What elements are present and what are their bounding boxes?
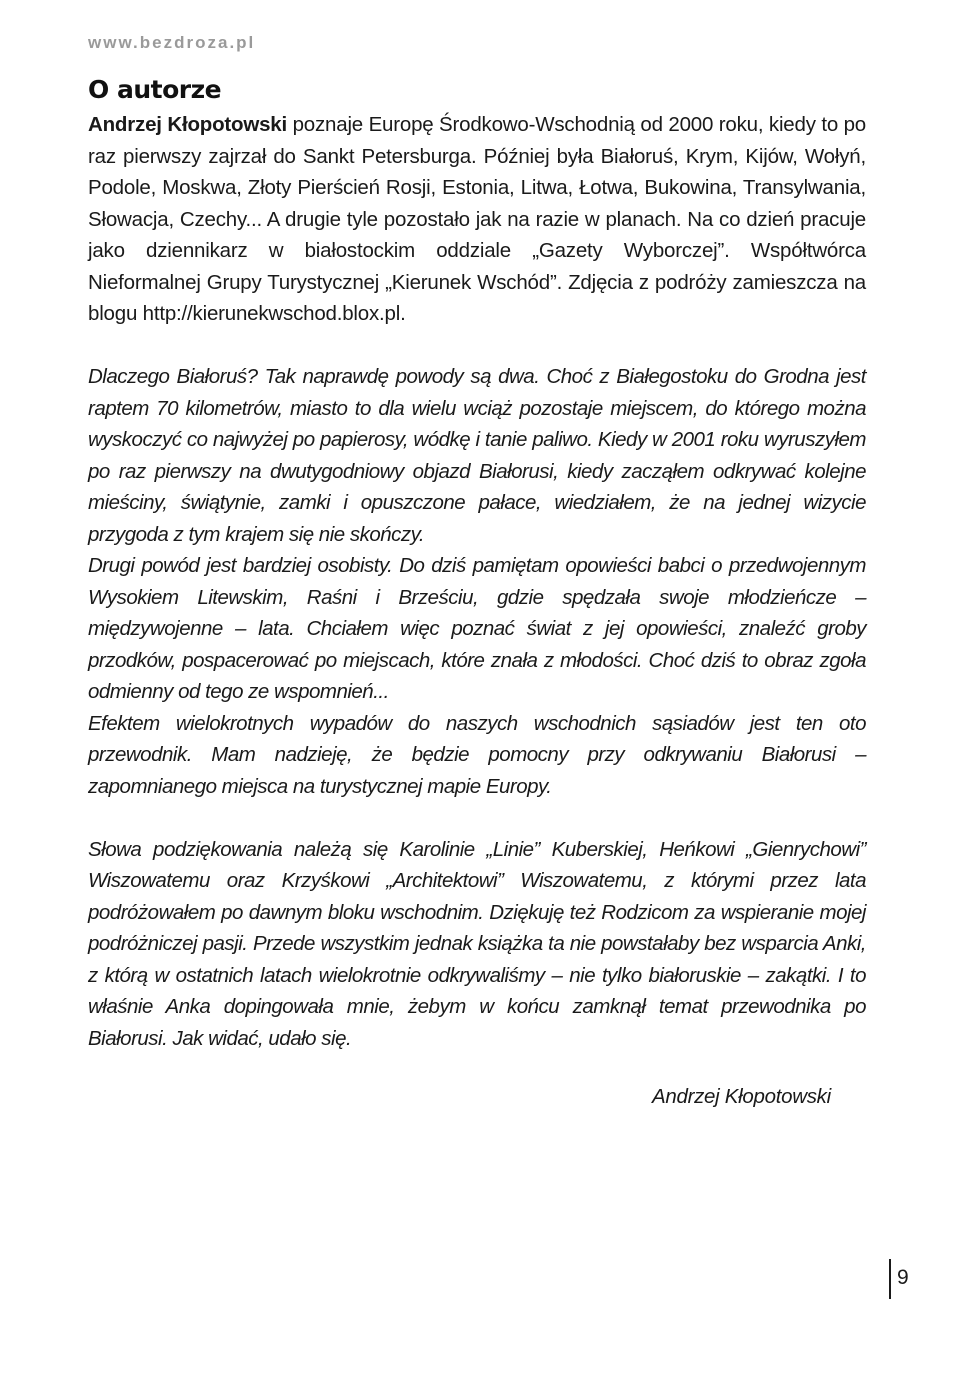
page-content bbox=[88, 109, 866, 1054]
author-bio bbox=[88, 109, 866, 330]
paragraph-why-belarus: Dlaczego Białoruś? Tak naprawdę powody są dwa. Choć z Białegostoku do Grodna jest raptem 70 kilometrów, miasto to dla wielu wciąż pozostaje miejscem, do którego można wyskoczyć co najwyżej po papierosy, wódkę i tanie paliwo. Kiedy w 2001 roku wyruszyłem po raz pierwszy na dwutygodniowy objazd Białorusi, kiedy zacząłem odkrywać kolejne mieściny, świątynie, zamki i opuszczone pałace, wiedziałem, że na jednej wizycie przygoda z tym krajem się nie skończy. bbox=[88, 365, 866, 546]
author-signature: Andrzej Kłopotowski bbox=[652, 1085, 831, 1108]
header-url: www.bezdroza.pl bbox=[88, 33, 256, 52]
paragraph-personal-reason: Drugi powód jest bardziej osobisty. Do dziś pamiętam opowieści babci o przedwojennym Wysokiem Litewskim, Raśni i Brześciu, gdzie spędzała swoje młodzieńcze – międzywojenne – lata. Chciałem więc poznać świat z jej opowieści, znaleźć groby przodków, pospacerować po miejscach, które znała z młodości. Choć dziś to obraz zgoła odmienny od tego ze wspomnień... bbox=[88, 554, 866, 703]
paragraph-acknowledgements: Słowa podziękowania należą się Karolinie „Linie” Kuberskiej, Heńkowi „Gienrychowi” Wiszowatemu oraz Krzyśkowi „Architektowi” Wiszowatemu, z którymi przez lata podróżowałem po dawnym bloku wschodnim. Dziękuję też Rodzicom za wspieranie mojej podróżniczej pasji. Przede wszystkim jednak książka ta nie powstałaby bez wsparcia Anki, z którą w ostatnich latach wielokrotnie odkrywaliśmy – nie tylko białoruskie – zakątki. I to właśnie Anka dopingowała mnie, żebym w końcu zamknął temat przewodnika po Białorusi. Jak widać, udało się. bbox=[88, 837, 866, 1050]
section-title: O autorze bbox=[88, 75, 222, 104]
page-number: 9 bbox=[897, 1266, 909, 1289]
author-name: Andrzej Kłopotowski bbox=[88, 113, 288, 136]
author-bio-text: poznaje Europę Środkowo-Wschodnią od 2000 roku, kiedy to po raz pierwszy zajrzał do Sankt Petersburga. Później była Białoruś, Krym, Kijów, Wołyń, Podole, Moskwa, Złoty Pierścień Rosji, Estonia, Litwa, Łotwa, Bukowina, Transylwania, Słowacja, Czechy... A drugie tyle pozostało jak na razie w planach. Na co dzień pracuje jako dziennikarz w białostockim oddziale „Gazety Wyborczej”. Współtwórca Nieformalnej Grupy Turystycznej „Kierunek Wschód”. Zdjęcia z podróży zamieszcza na blogu http://kierunekwschod.blox.pl. bbox=[88, 113, 866, 325]
page-number-divider bbox=[889, 1259, 891, 1299]
paragraph-guide-result: Efektem wielokrotnych wypadów do naszych wschodnich sąsiadów jest ten oto przewodnik. Mam nadzieję, że będzie pomocny przy odkrywaniu Białorusi – zapomnianego miejsca na turystycznej mapie Europy. bbox=[88, 711, 866, 798]
